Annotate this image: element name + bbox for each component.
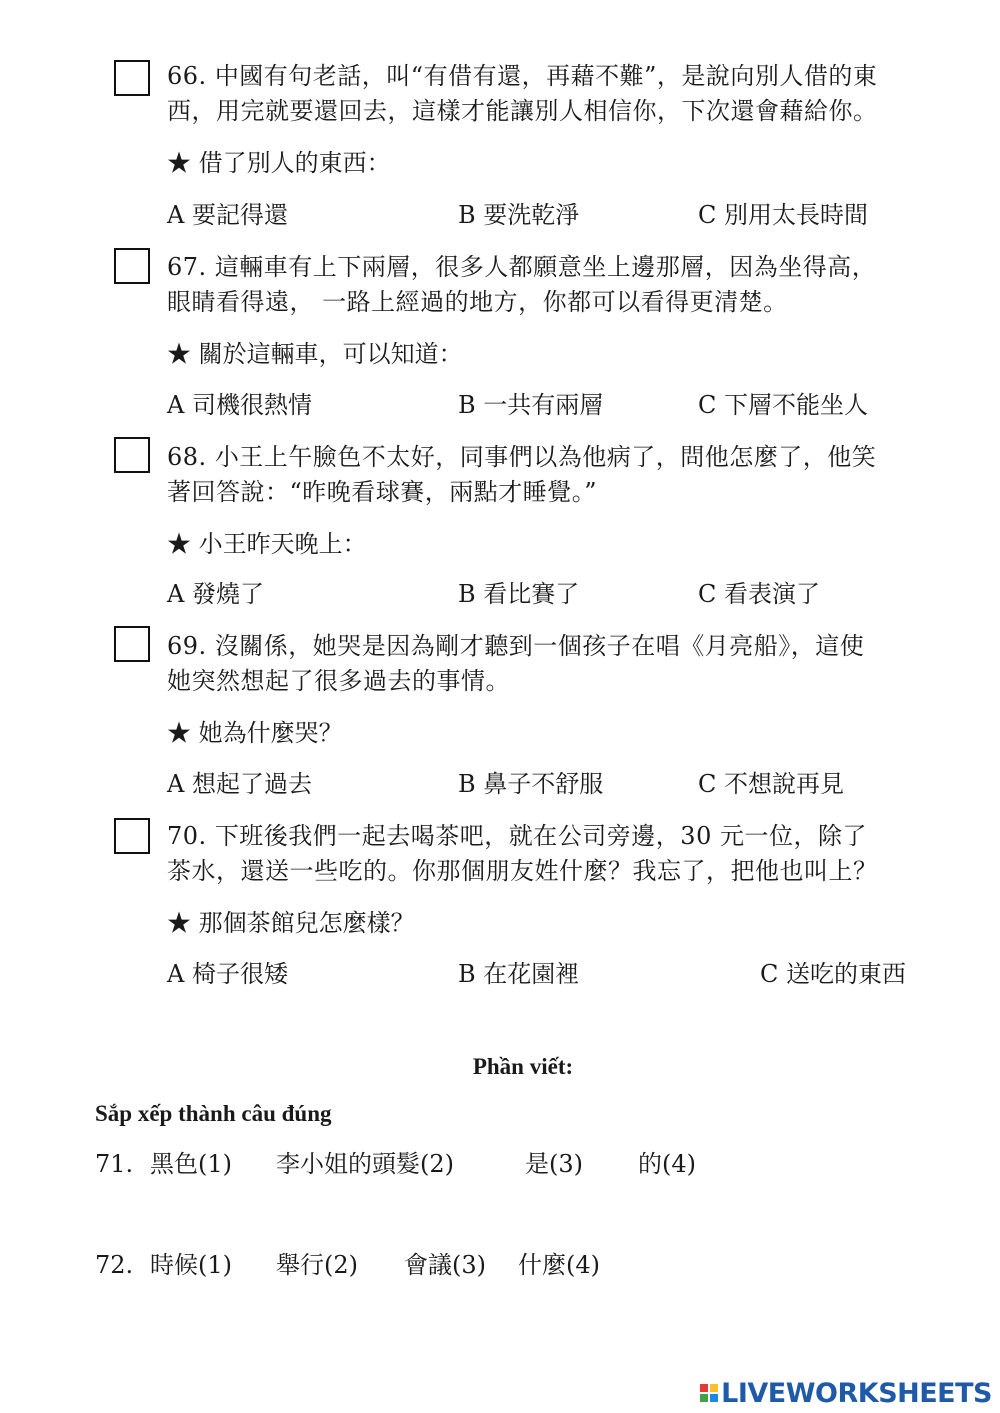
sort-item-72-word-3: 會議(3): [404, 1251, 486, 1279]
answer-box-69[interactable]: [114, 626, 150, 662]
logo-square-red: [700, 1384, 708, 1392]
question-70-option-c: C 送吃的東西: [760, 960, 906, 988]
sort-item-71-word-2: 李小姐的頭髮(2): [276, 1150, 454, 1178]
logo-square-blue: [710, 1394, 718, 1402]
question-68-option-b: B 看比賽了: [458, 580, 580, 608]
question-67-option-c: C 下層不能坐人: [698, 391, 868, 419]
logo-text: LIVEWORKSHEETS: [721, 1377, 992, 1409]
question-66-line-1: 66. 中國有句老話，叫“有借有還，再藉不難”，是說向別人借的東: [167, 62, 878, 90]
question-67-option-b: B 一共有兩層: [458, 391, 604, 419]
logo-square-green: [700, 1394, 708, 1402]
question-66-option-b: B 要洗乾淨: [458, 201, 580, 229]
sort-item-71-word-1: 黑色(1): [150, 1150, 232, 1178]
sort-item-71-number: 71.: [95, 1150, 134, 1178]
section-subheading: Sắp xếp thành câu đúng: [95, 1101, 332, 1126]
sort-item-71-word-4: 的(4): [638, 1150, 696, 1178]
question-69-prompt: ★ 她為什麼哭？: [167, 719, 343, 747]
question-66-line-2: 西，用完就要還回去，這樣才能讓別人相信你，下次還會藉給你。: [167, 97, 878, 125]
answer-box-70[interactable]: [114, 818, 150, 854]
question-68-line-2: 著回答說：“昨晚看球賽，兩點才睡覺。”: [167, 478, 598, 506]
question-70-line-1: 70. 下班後我們一起去喝茶吧，就在公司旁邊，30 元一位，除了: [167, 822, 867, 850]
liveworksheets-logo: [700, 1373, 992, 1413]
logo-mark-icon: [700, 1384, 718, 1402]
answer-box-66[interactable]: [114, 60, 150, 96]
question-68-option-c: C 看表演了: [698, 580, 820, 608]
question-66-option-c: C 別用太長時間: [698, 201, 868, 229]
question-69-line-2: 她突然想起了很多過去的事情。: [167, 667, 510, 695]
question-67-line-1: 67. 這輛車有上下兩層，很多人都願意坐上邊那層，因為坐得高，: [167, 253, 877, 281]
question-68-prompt: ★ 小王昨天晚上：: [167, 530, 367, 558]
sort-item-72-number: 72.: [95, 1251, 134, 1279]
question-67-option-a: A 司機很熱情: [167, 391, 312, 419]
question-69-line-1: 69. 沒關係，她哭是因為剛才聽到一個孩子在唱《月亮船》，這使: [167, 632, 865, 660]
question-70-prompt: ★ 那個茶館兒怎麼樣？: [167, 909, 415, 937]
question-68-option-a: A 發燒了: [167, 580, 264, 608]
question-69-option-a: A 想起了過去: [167, 770, 312, 798]
sort-item-72-word-4: 什麼(4): [518, 1251, 600, 1279]
question-67-prompt: ★ 關於這輛車，可以知道：: [167, 340, 463, 368]
question-67-line-2: 眼睛看得遠， 一路上經過的地方，你都可以看得更清楚。: [167, 288, 788, 316]
question-69-option-b: B 鼻子不舒服: [458, 770, 604, 798]
question-66-prompt: ★ 借了別人的東西：: [167, 149, 391, 177]
question-69-option-c: C 不想說再見: [698, 770, 844, 798]
sort-item-72-word-1: 時候(1): [150, 1251, 232, 1279]
sort-item-71-word-3: 是(3): [525, 1150, 583, 1178]
question-68-line-1: 68. 小王上午臉色不太好，同事們以為他病了，問他怎麼了，他笑: [167, 443, 877, 471]
question-70-line-2: 茶水，還送一些吃的。你那個朋友姓什麼？我忘了，把他也叫上？: [167, 857, 878, 885]
question-70-option-b: B 在花園裡: [458, 960, 580, 988]
section-title: Phần viết:: [472, 1054, 574, 1079]
logo-square-yellow: [710, 1384, 718, 1392]
question-70-option-a: A 椅子很矮: [167, 960, 288, 988]
sort-item-72-word-2: 舉行(2): [276, 1251, 358, 1279]
answer-box-67[interactable]: [114, 248, 150, 284]
question-66-option-a: A 要記得還: [167, 201, 288, 229]
answer-box-68[interactable]: [114, 437, 150, 473]
